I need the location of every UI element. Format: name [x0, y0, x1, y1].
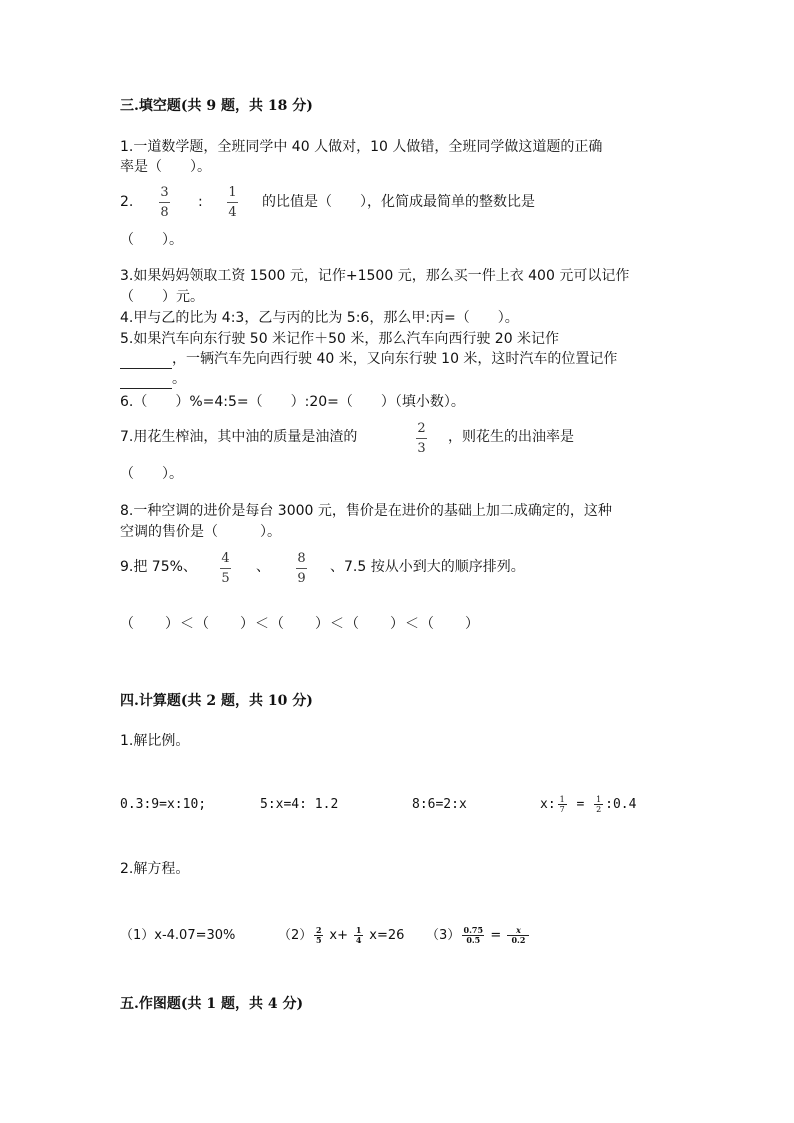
equation-2-frac2-den: 4: [355, 935, 362, 945]
q5-line3-text: 。: [172, 371, 186, 387]
q7-fraction-num: 2: [417, 421, 426, 436]
q5-line3: [120, 369, 186, 389]
equation-3-frac2-den: 0.2: [511, 935, 526, 945]
q2-colon: :: [198, 194, 203, 210]
proportion-d-frac2-den: 2: [596, 805, 602, 814]
q2-fraction-1: [159, 185, 170, 220]
q7-line2: （ ）。: [120, 466, 183, 482]
q7-text: 7.用花生榨油，其中油的质量是油渣的: [120, 429, 358, 445]
equation-2-mid: x+: [325, 928, 353, 943]
problem2-label: 2.解方程。: [120, 861, 190, 877]
q8-line1: 8.一种空调的进价是每台 3000 元，售价是在进价的基础上加二成确定的，这种: [120, 503, 612, 519]
q2-number: 2.: [120, 194, 134, 210]
proportion-d-frac1: [558, 795, 567, 814]
section4-title: 四.计算题(共 2 题，共 10 分): [120, 693, 313, 709]
q5-blank-1[interactable]: [120, 354, 172, 369]
q3-line2: （ ）元。: [120, 289, 204, 305]
q7-fraction-den: 3: [417, 441, 426, 456]
q2-fraction-2: [227, 185, 238, 220]
section5-title: 五.作图题(共 1 题，共 4 分): [120, 996, 304, 1012]
q9-fraction-1-num: 4: [221, 551, 230, 566]
q9-fraction-1: [220, 551, 231, 586]
q9-answer-blanks: （ ）＜（ ）＜（ ）＜（ ）＜（ ）: [120, 616, 480, 632]
q9-fraction-1-den: 5: [221, 571, 230, 586]
q1-line1: 1.一道数学题，全班同学中 40 人做对，10 人做错，全班同学做这道题的正确: [120, 139, 603, 155]
section3-title: 三.填空题(共 9 题，共 18 分): [120, 98, 313, 114]
q9-text2: 、7.5 按从小到大的顺序排列。: [330, 559, 525, 575]
equation-2-frac1-den: 5: [315, 935, 322, 945]
proportion-d-frac2: [594, 795, 603, 814]
equation-3: [426, 926, 531, 946]
q9-text: 9.把 75%、: [120, 559, 197, 575]
proportion-a: 0.3:9=x:10;: [120, 797, 207, 812]
q5-line1: 5.如果汽车向东行驶 50 米记作＋50 米，那么汽车向西行驶 20 米记作: [120, 331, 560, 347]
q5-line2-text: ，一辆汽车先向西行驶 40 米，又向东行驶 10 米，这时汽车的位置记作: [172, 351, 618, 367]
q5-blank-2[interactable]: [120, 374, 172, 389]
proportion-b: 5:x=4: 1.2: [260, 797, 339, 812]
equation-3-frac2: [507, 926, 529, 945]
equation-3-frac1-den: 0.5: [466, 935, 481, 945]
proportion-d-equals: =: [568, 797, 593, 812]
equation-2-frac1-num: 2: [315, 925, 322, 935]
q1-line2: 率是（ ）。: [120, 159, 211, 175]
q2-fraction-2-num: 1: [228, 185, 237, 200]
proportion-c: 8:6=2:x: [412, 797, 467, 812]
proportion-d-pre: x:: [540, 797, 556, 812]
q9-separator: 、: [256, 559, 270, 575]
q9-fraction-2: [296, 551, 307, 586]
q9-fraction-2-num: 8: [297, 551, 306, 566]
equation-3-frac1-num: 0.75: [463, 925, 484, 935]
equation-2-post: x=26: [365, 928, 405, 943]
q4: 4.甲与乙的比为 4:3，乙与丙的比为 5:6，那么甲:丙=（ ）。: [120, 310, 519, 326]
equation-2-pre: （2）: [278, 928, 313, 943]
q2-fraction-1-den: 8: [160, 205, 169, 220]
equation-2-frac2-num: 1: [355, 925, 362, 935]
q6: 6.（ ）%=4:5=（ ）:20=（ ）（填小数）。: [120, 394, 465, 410]
q7-fraction: [416, 421, 427, 456]
q2-text: 的比值是（ ），化简成最简单的整数比是: [262, 194, 535, 210]
q2-line2: （ ）。: [120, 232, 183, 248]
q7-text2: ，则花生的出油率是: [448, 429, 574, 445]
proportion-d-frac1-num: 1: [559, 795, 565, 804]
equation-3-frac1: [462, 926, 484, 945]
proportion-d-frac2-num: 1: [596, 795, 602, 804]
equation-3-equals: =: [486, 928, 506, 943]
equation-2-frac1: [314, 926, 323, 945]
q8-line2: 空调的售价是（ ）。: [120, 524, 281, 540]
proportion-d-post: :0.4: [605, 797, 637, 812]
proportion-d: [540, 795, 636, 815]
equation-1: （1）x-4.07=30%: [120, 928, 236, 943]
equation-3-pre: （3）: [426, 928, 461, 943]
q9-fraction-2-den: 9: [297, 571, 306, 586]
problem1-label: 1.解比例。: [120, 733, 190, 749]
equation-2: [278, 926, 404, 946]
q2-fraction-2-den: 4: [228, 205, 237, 220]
proportion-d-frac1-den: 7: [559, 805, 565, 814]
equation-2-frac2: [354, 926, 363, 945]
q5-line2: [120, 349, 617, 369]
q2-fraction-1-num: 3: [160, 185, 169, 200]
q3-line1: 3.如果妈妈领取工资 1500 元，记作+1500 元，那么买一件上衣 400 元可以记作: [120, 268, 630, 284]
equation-3-frac2-num: x: [516, 925, 521, 935]
